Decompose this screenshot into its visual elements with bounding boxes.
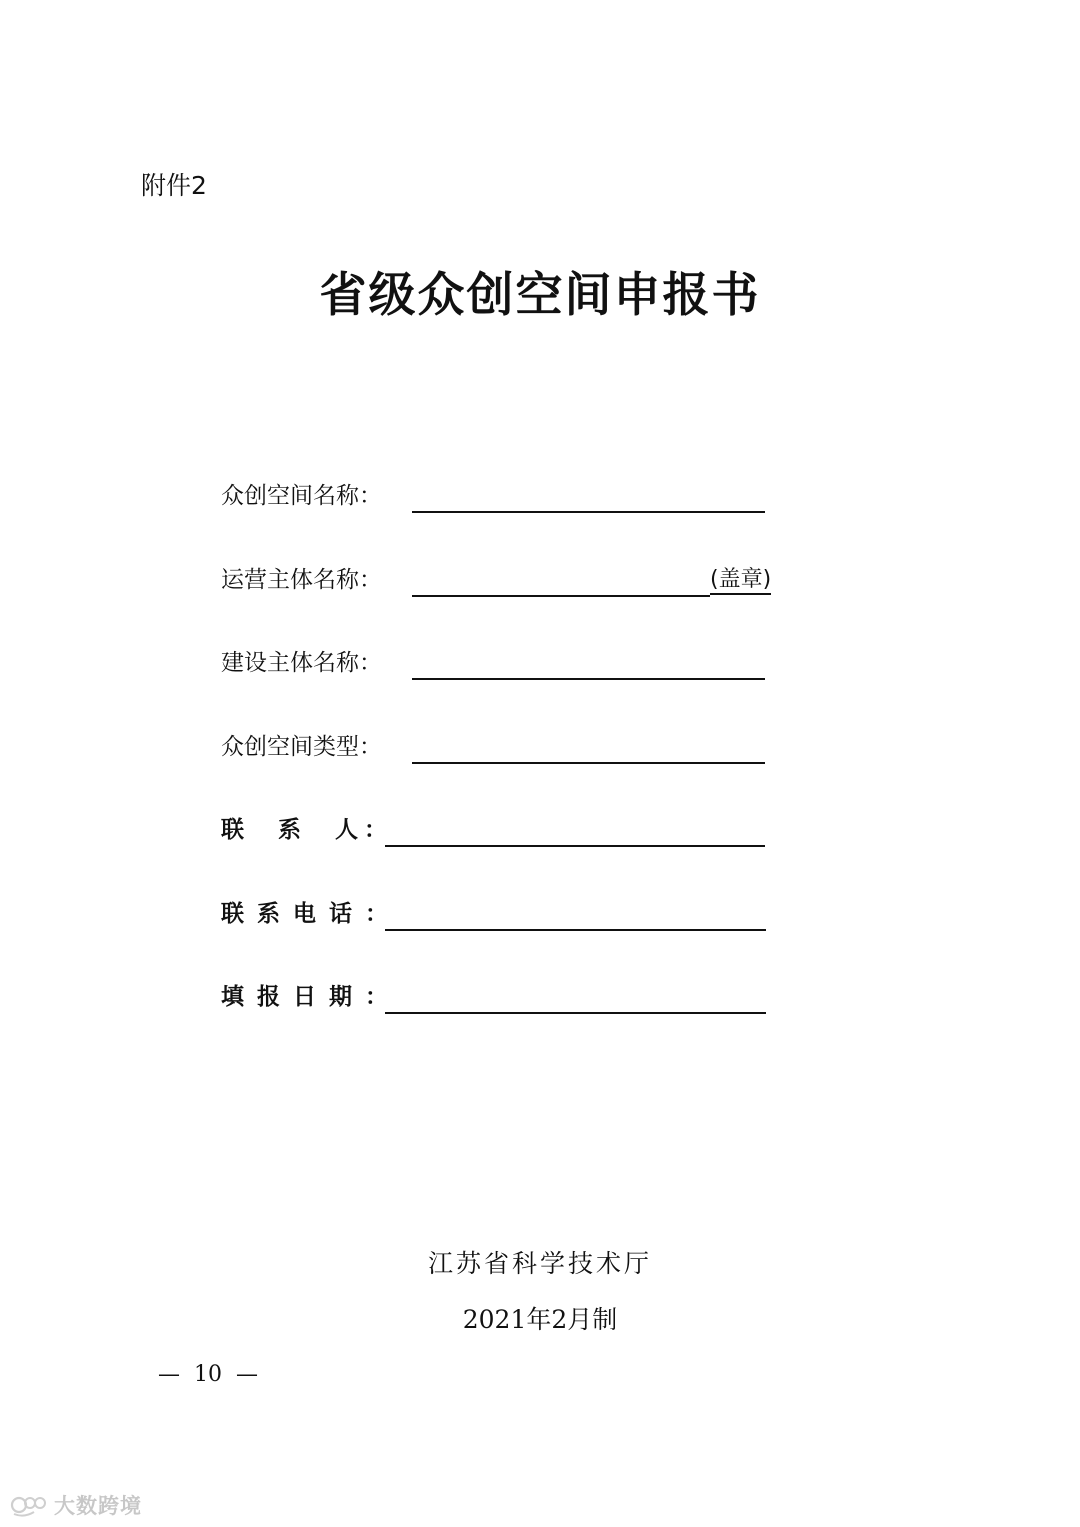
issue-date: 2021年2月制 bbox=[462, 1305, 618, 1334]
field-space-type bbox=[221, 729, 801, 769]
watermark-text: 大数跨境 bbox=[54, 1494, 142, 1518]
issuer-name: 江苏省科学技术厅 bbox=[427, 1249, 652, 1278]
field-contact-person-label: 联 系 人： bbox=[221, 817, 394, 843]
field-contact-phone bbox=[221, 896, 801, 936]
field-operator-name bbox=[221, 562, 801, 602]
field-contact-phone-input[interactable] bbox=[385, 929, 766, 931]
field-space-name-input[interactable] bbox=[412, 511, 765, 513]
page-number: — 10 — bbox=[158, 1362, 258, 1387]
field-contact-phone-label: 联系电话： bbox=[221, 901, 401, 927]
field-fill-date-input[interactable] bbox=[385, 1012, 766, 1014]
field-fill-date bbox=[221, 979, 801, 1019]
field-builder-name-label: 建设主体名称： bbox=[221, 650, 382, 676]
field-contact-person-input[interactable] bbox=[385, 845, 765, 847]
field-space-type-input[interactable] bbox=[412, 762, 765, 764]
field-space-name bbox=[221, 478, 801, 518]
field-operator-name-input[interactable] bbox=[412, 595, 710, 597]
field-operator-name-label: 运营主体名称： bbox=[221, 567, 382, 593]
seal-note: (盖章) bbox=[710, 562, 771, 595]
field-builder-name bbox=[221, 645, 801, 685]
field-space-name-label: 众创空间名称： bbox=[221, 483, 382, 509]
field-builder-name-input[interactable] bbox=[412, 678, 765, 680]
document-title: 省级众创空间申报书 bbox=[319, 268, 761, 323]
attachment-label: 附件2 bbox=[141, 171, 207, 200]
watermark-logo-icon bbox=[10, 1492, 50, 1518]
watermark bbox=[10, 1490, 142, 1520]
field-contact-person bbox=[221, 812, 801, 852]
field-fill-date-label: 填报日期： bbox=[221, 984, 401, 1010]
field-space-type-label: 众创空间类型： bbox=[221, 734, 382, 760]
